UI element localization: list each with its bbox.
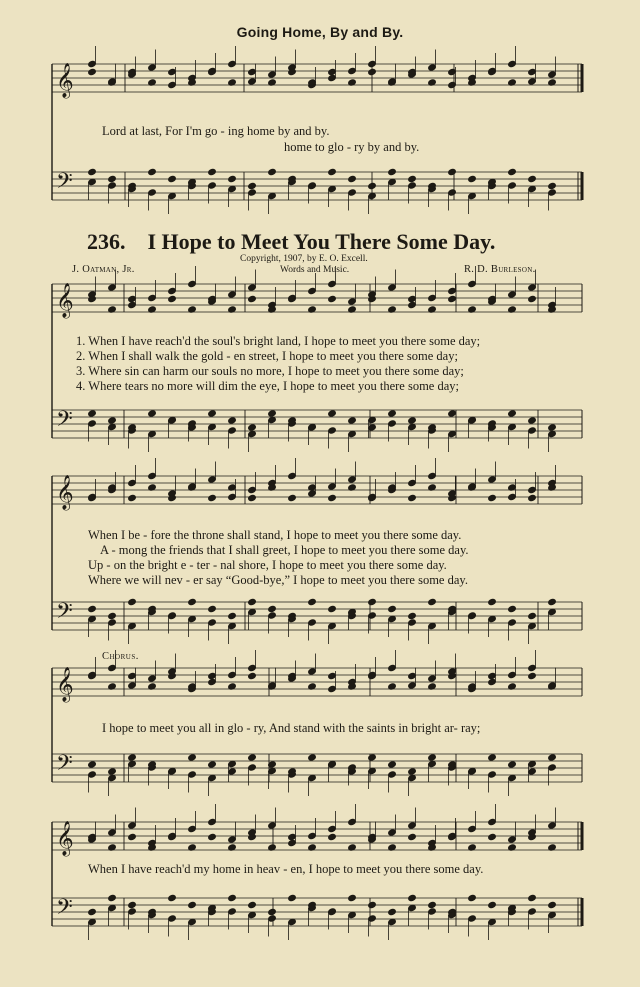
chorus-label: Chorus. [102,651,139,662]
top-lyric-line-1: Lord at last, For I'm go - ing home by and by. [102,124,330,138]
verse-4-line-a: 4. Where tears no more will dim the eye, I hope to meet you there some day; [76,379,459,393]
svg-text:𝄢: 𝄢 [56,895,73,925]
chorus-line-2: When I have reach'd my home in heav - en, I hope to meet you there some day. [88,862,484,876]
verse-3-line-b: Up - on the bright e - ter - nal shore, I hope to meet you there some day. [88,558,447,572]
chorus-line-1: I hope to meet you all in glo - ry, And stand with the saints in bright ar- ray; [102,721,481,735]
svg-text:𝄞: 𝄞 [56,283,74,318]
top-lyric-line-2: home to glo - ry by and by. [284,140,420,154]
verse-2-line-b: A - mong the friends that I shall greet, I hope to meet you there some day. [100,543,469,557]
svg-text:𝄢: 𝄢 [56,169,73,199]
svg-text:𝄢: 𝄢 [56,751,73,781]
svg-text:𝄢: 𝄢 [56,407,73,437]
composer: R. D. Burleson. [464,264,536,275]
svg-text:𝄞: 𝄞 [56,667,74,702]
verse-4-line-b: Where we will nev - er say “Good-bye,” I hope to meet you there some day. [88,573,468,587]
svg-text:𝄞: 𝄞 [56,821,74,856]
copyright-line: Copyright, 1907, by E. O. Excell. [240,254,368,264]
verse-2-line-a: 2. When I shall walk the gold - en street, I hope to meet you there some day; [76,349,458,363]
lyricist: J. Oatman, Jr. [72,264,135,275]
svg-text:𝄞: 𝄞 [56,475,74,510]
credit-center: Words and Music. [280,265,350,275]
hymn-title [87,229,495,255]
svg-text:𝄞: 𝄞 [56,63,74,98]
verse-1-line-b: When I be - fore the throne shall stand, I hope to meet you there some day. [88,528,462,542]
svg-text:𝄢: 𝄢 [56,599,73,629]
hymn-title-text: I Hope to Meet You There Some Day. [147,229,496,254]
verse-1-line-a: 1. When I have reach'd the soul's bright land, I hope to meet you there some day; [76,334,481,348]
verse-3-line-a: 3. Where sin can harm our souls no more, I hope to meet you there some day; [76,364,464,378]
running-header: Going Home, By and By. [236,24,404,40]
hymn-number: 236. [87,229,126,254]
